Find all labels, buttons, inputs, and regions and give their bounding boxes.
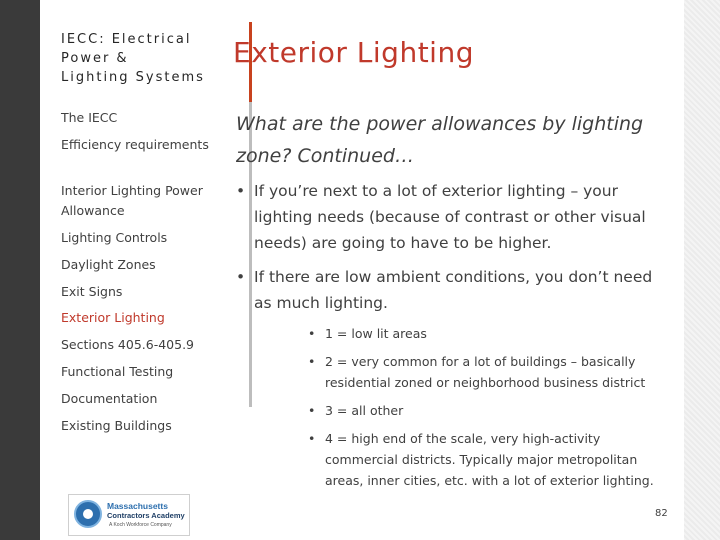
logo-text: Contractors Academy [107, 511, 185, 520]
sub-bullet-item [308, 428, 670, 491]
left-dark-strip [0, 0, 40, 540]
bullet-text: If you’re next to a lot of exterior lighting – your lighting needs (because of contrast or other visual needs) are going to have to be higher. [254, 182, 646, 252]
sub-bullet-text: 4 = high end of the scale, very high-activity commercial districts. Typically major metropolitan areas, inner cities, etc. with a lot of exterior lighting. [325, 431, 654, 488]
sidebar-item-sections-405[interactable]: Sections 405.6-405.9 [61, 337, 195, 352]
bullet-text: If there are low ambient conditions, you don’t need as much lighting. [254, 268, 653, 312]
bullet-icon: • [236, 182, 246, 200]
page-number: 82 [655, 508, 668, 519]
sub-bullet-text: 3 = all other [325, 403, 404, 418]
slide-title: Exterior Lighting [233, 36, 474, 69]
sidebar-title [61, 30, 221, 87]
bullet-icon: • [308, 354, 316, 369]
slide-subtitle: What are the power allowances by lighting zone? Continued… [236, 113, 644, 167]
bullet-icon: • [308, 403, 316, 418]
logo-text: A Koch Workforce Company [109, 522, 172, 528]
sidebar-item-exterior-lighting[interactable]: Exterior Lighting [61, 310, 165, 325]
logo-seal-icon [74, 500, 102, 528]
sidebar-item-functional-testing[interactable]: Functional Testing [61, 364, 174, 379]
bullet-icon: • [308, 326, 316, 341]
right-textured-strip [684, 0, 720, 540]
bullet-item [236, 178, 674, 256]
sidebar-item-efficiency-requirements[interactable]: Efficiency requirements [61, 137, 209, 152]
sub-bullet-text: 2 = very common for a lot of buildings – basically residential zoned or neighborhood business district [325, 354, 646, 390]
sidebar-title-line: Lighting Systems [61, 70, 205, 85]
sidebar-item-exit-signs[interactable]: Exit Signs [61, 284, 123, 299]
company-logo [68, 494, 190, 536]
sidebar-title-line: Power & [61, 51, 129, 66]
sidebar-item-existing-buildings[interactable]: Existing Buildings [61, 418, 172, 433]
sidebar-title-line: IECC: Electrical [61, 32, 192, 47]
slide [40, 0, 684, 540]
sidebar-item-interior-lighting-power-allowance[interactable]: Interior Lighting Power Allowance [61, 183, 203, 218]
bullet-icon: • [308, 431, 316, 446]
sidebar-item-documentation[interactable]: Documentation [61, 391, 158, 406]
sub-bullet-item [308, 323, 670, 344]
sidebar-item-daylight-zones[interactable]: Daylight Zones [61, 257, 156, 272]
sub-bullet-text: 1 = low lit areas [325, 326, 427, 341]
sidebar-item-the-iecc[interactable]: The IECC [61, 110, 118, 125]
logo-text: Massachusetts [107, 501, 168, 511]
sub-bullet-item [308, 400, 670, 421]
sub-bullet-item [308, 351, 670, 393]
sidebar-item-lighting-controls[interactable]: Lighting Controls [61, 230, 168, 245]
bullet-icon: • [236, 268, 246, 286]
bullet-item [236, 264, 674, 316]
